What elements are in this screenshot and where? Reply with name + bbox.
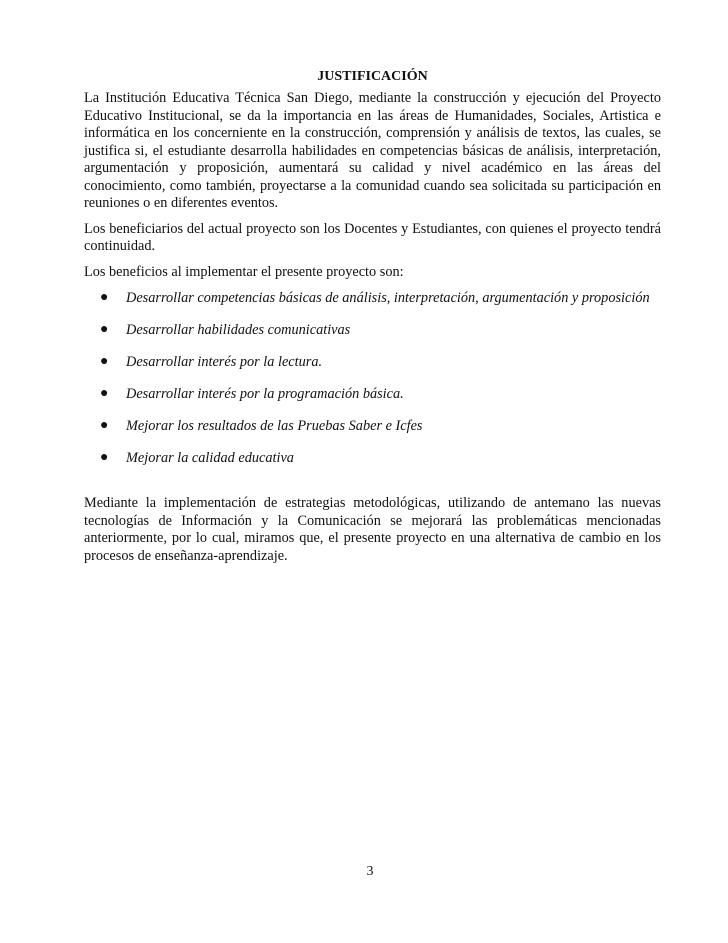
bullet-icon: ●: [100, 322, 109, 337]
bullet-icon: ●: [100, 418, 109, 433]
methodology-paragraph: Mediante la implementación de estrategias metodológicas, utilizando de antemano las nuevas tecnologías de Información y la Comunicación se mejorará las problemáticas mencionadas anteriormente, por lo cual, miramos que, el presente proyecto en una alternativa de cambio en los procesos de enseñanza-aprendizaje.: [84, 495, 661, 564]
list-item: [84, 385, 661, 403]
list-item-text: Desarrollar interés por la lectura.: [126, 354, 323, 370]
bullet-icon: ●: [100, 354, 109, 369]
list-item-text: Mejorar los resultados de las Pruebas Saber e Icfes: [126, 418, 423, 434]
document-page: [84, 68, 661, 573]
bullet-icon: ●: [100, 386, 109, 401]
list-item: [84, 321, 661, 339]
list-item-text: Desarrollar interés por la programación básica.: [126, 386, 404, 402]
list-item: [84, 289, 661, 307]
bullet-icon: ●: [100, 450, 109, 465]
list-item-text: Desarrollar habilidades comunicativas: [126, 322, 351, 338]
list-item: [84, 417, 661, 435]
benefits-list: [84, 289, 661, 467]
page-number: 3: [366, 864, 374, 879]
list-item-text: Mejorar la calidad educativa: [126, 450, 294, 466]
justification-paragraph: La Institución Educativa Técnica San Diego, mediante la construcción y ejecución del Proyecto Educativo Institucional, se da la importancia en las áreas de Humanidades, Sociales, Artistica e informática en los concerniente en la construcción, comprensión y análisis de textos, las cuales, se justifica si, el estudiante desarrolla habilidades en competencias básicas de análisis, interpretación, argumentación y proposición, aumentará su calidad y nivel académico en las áreas del conocimiento, como también, proyectarse a la comunidad cuando sea solicitada su participación en reuniones o en diferentes eventos.: [84, 90, 661, 211]
list-item: [84, 353, 661, 371]
bullet-icon: ●: [100, 290, 109, 305]
page-title: JUSTIFICACIÓN: [317, 69, 428, 84]
list-item: [84, 449, 661, 467]
list-item-text: Desarrollar competencias básicas de análisis, interpretación, argumentación y proposición: [126, 290, 650, 306]
beneficiaries-paragraph: Los beneficiarios del actual proyecto son los Docentes y Estudiantes, con quienes el proyecto tendrá continuidad.: [84, 220, 661, 254]
benefits-intro: Los beneficios al implementar el presente proyecto son:: [84, 263, 404, 280]
